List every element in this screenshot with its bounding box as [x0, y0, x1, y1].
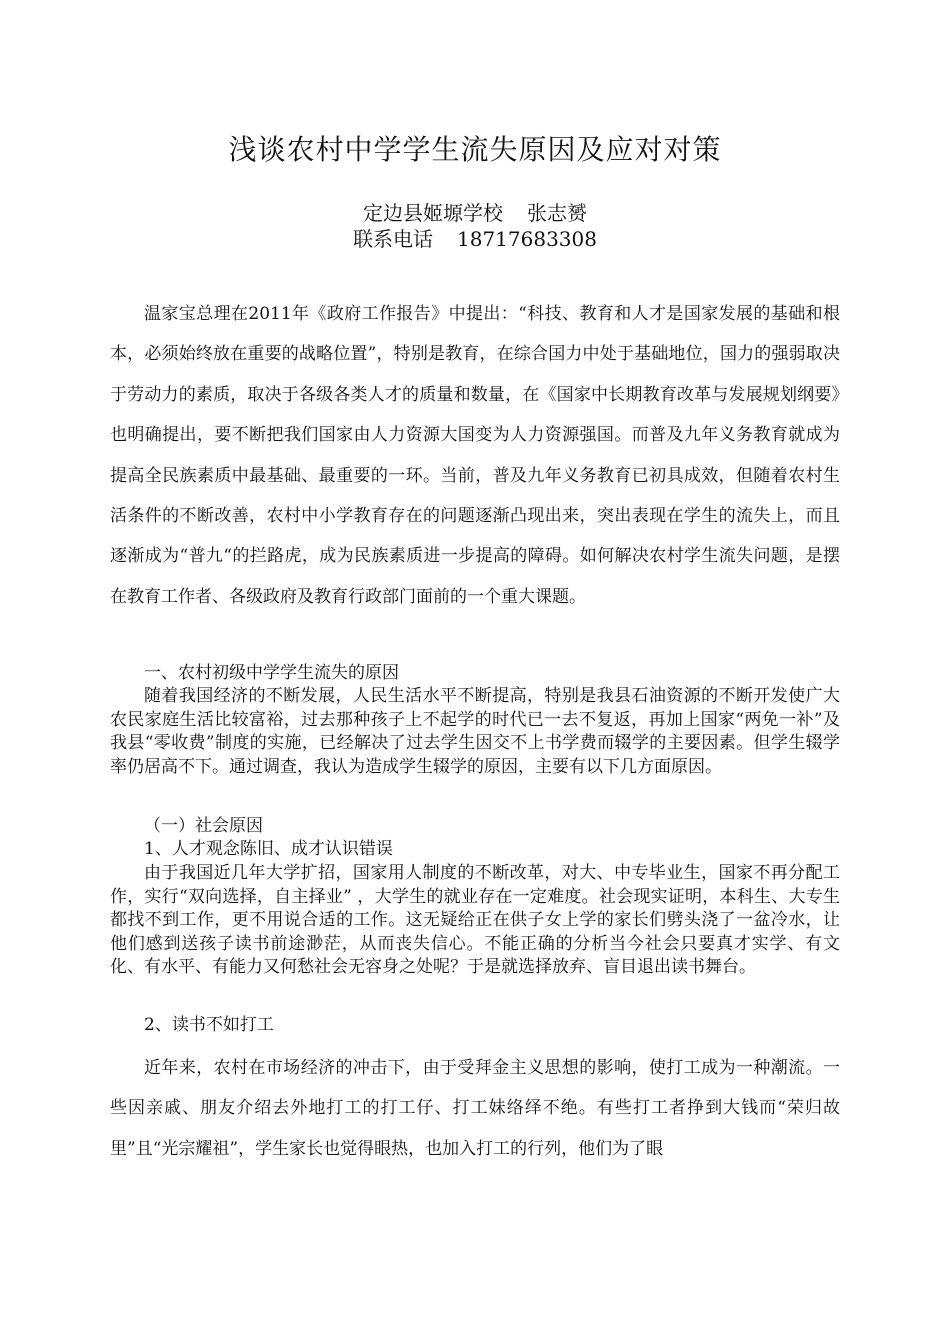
document-title: 浅谈农村中学学生流失原因及应对对策 [228, 133, 722, 166]
section-heading: 一、农村初级中学学生流失的原因 [144, 663, 399, 683]
subsection-heading: （一）社会原因 [144, 816, 263, 836]
contact-line [0, 225, 950, 253]
body-paragraph: 由于我国近几年大学扩招，国家用人制度的不断改革，对大、中专毕业生，国家不再分配工作，实行“双向选择，自主择业” ，大学生的就业存在一定难度。社会现实证明，本科生、大专生都找不到工作，更不用说合适的工作。这无疑给正在供子女上学的家长们劈头浇了一盆冷水，让他们感到送孩子读书前途渺茫，从而丧失信心。不能正确的分析当今社会只要真才实学、有文化、有水平、有能力又何愁社会无容身之处呢？于是就选择放弃、盲目退出读书舞台。 [110, 863, 840, 978]
phone-number: 18717683308 [457, 227, 597, 251]
author-line [0, 199, 950, 227]
phone-label: 联系电话 [353, 227, 433, 251]
point-heading: 1、人才观念陈旧、成才认识错误 [144, 839, 393, 859]
intro-paragraph: 温家宝总理在2011年《政府工作报告》中提出：“科技、教育和人才是国家发展的基础和根本，必须始终放在重要的战略位置”，特别是教育，在综合国力中处于基础地位，国力的强弱取决于劳动力的素质，取决于各级各类人才的质量和数量，在《国家中长期教育改革与发展规划纲要》也明确提出，要不断把我们国家由人力资源大国变为人力资源强国。而普及九年义务教育就成为提高全民族素质中最基础、最重要的一环。当前，普及九年义务教育已初具成效，但随着农村生活条件的不断改善，农村中小学教育存在的问题逐渐凸现出来，突出表现在学生的流失上，而且逐渐成为“普九“的拦路虎，成为民族素质进一步提高的障碍。如何解决农村学生流失问题，是摆在教育工作者、各级政府及教育行政部门面前的一个重大课题。 [110, 304, 840, 607]
author-name: 张志赟 [527, 201, 587, 225]
point-heading: 2、读书不如打工 [144, 1015, 274, 1035]
body-paragraph: 近年来，农村在市场经济的冲击下，由于受拜金主义思想的影响，使打工成为一种潮流。一些因亲戚、朋友介绍去外地打工的打工仔、打工妹络绎不绝。有些打工者挣到大钱而“荣归故里”且“光宗耀祖”，学生家长也觉得眼热，也加入打工的行列，他们为了眼 [110, 1058, 840, 1159]
body-paragraph: 随着我国经济的不断发展，人民生活水平不断提高，特别是我县石油资源的不断开发使广大农民家庭生活比较富裕，过去那种孩子上不起学的时代已一去不复返，再加上国家“两免一补”及我县“零收费”制度的实施，已经解决了过去学生因交不上书学费而辍学的主要因素。但学生辍学率仍居高不下。通过调查，我认为造成学生辍学的原因，主要有以下几方面原因。 [110, 686, 840, 777]
author-school: 定边县姬塬学校 [363, 201, 503, 225]
